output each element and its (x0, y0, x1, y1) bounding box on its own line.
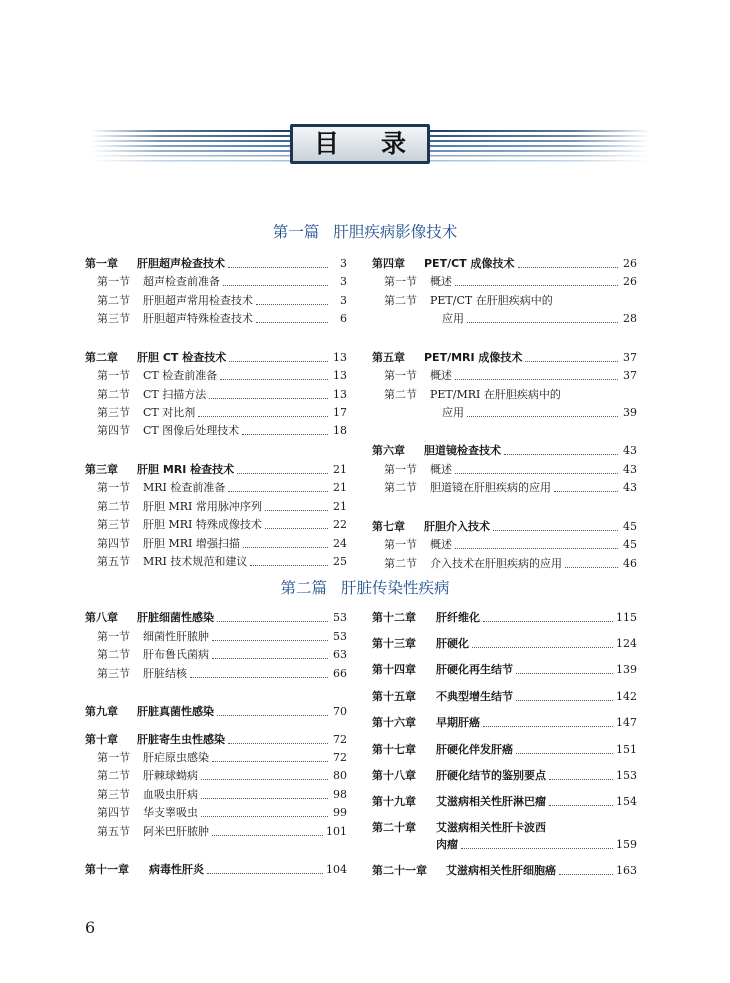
toc-entry-number: 第二十章 (372, 821, 416, 834)
toc-leader-dots (493, 520, 618, 531)
toc-section-entry (372, 384, 637, 402)
toc-entry-number: 第一节 (384, 463, 417, 476)
toc-section-entry (85, 496, 347, 514)
toc-leader-dots (525, 351, 618, 362)
toc-entry-title: 肝胆 MRI 增强扫描 (143, 537, 240, 550)
toc-page-number: 39 (623, 406, 637, 419)
toc-page-number: 101 (326, 825, 347, 838)
toc-entry-title: PET/MRI 在肝胆疾病中的 (430, 388, 561, 401)
toc-leader-dots (217, 611, 328, 622)
toc-leader-dots (455, 275, 618, 286)
toc-page-number: 22 (333, 518, 347, 531)
toc-page-number: 17 (333, 406, 347, 419)
toc-entry-title: 病毒性肝炎 (149, 863, 204, 876)
toc-entry-number: 第五节 (97, 555, 130, 568)
toc-entry-title: 肝疟原虫感染 (143, 751, 209, 764)
toc-chapter-entry (372, 765, 637, 783)
toc-leader-dots (220, 369, 328, 380)
title-char-1: 目 (314, 129, 340, 158)
toc-section-entry (85, 626, 347, 644)
toc-section-entry (85, 365, 347, 383)
toc-section-entry (372, 477, 637, 495)
toc-entry-title: 艾滋病相关性肝淋巴瘤 (436, 795, 546, 808)
toc-page-number: 26 (623, 275, 637, 288)
toc-chapter-entry (372, 607, 637, 625)
toc-leader-dots (242, 424, 328, 435)
toc-page-number: 28 (623, 312, 637, 325)
toc-leader-dots (190, 667, 328, 678)
toc-entry-number: 第四章 (372, 257, 405, 270)
toc-entry-number: 第四节 (97, 537, 130, 550)
toc-entry-number: 第八章 (85, 611, 118, 624)
toc-entry-number: 第一节 (384, 275, 417, 288)
toc-entry-number: 第二节 (384, 294, 417, 307)
toc-page-number: 21 (333, 500, 347, 513)
toc-entry-title: CT 扫描方法 (143, 388, 207, 401)
toc-entry-title: 不典型增生结节 (436, 690, 513, 703)
toc-entry-number: 第二节 (97, 388, 130, 401)
toc-entry-title: 肝胆超声特殊检查技术 (143, 312, 253, 325)
toc-chapter-continuation (372, 834, 637, 852)
toc-section-entry (85, 663, 347, 681)
toc-page-number: 21 (333, 481, 347, 494)
toc-chapter-entry (372, 347, 637, 365)
toc-leader-dots (565, 557, 618, 568)
toc-entry-number: 第五节 (97, 825, 130, 838)
toc-entry-number: 第十一章 (85, 863, 129, 876)
toc-entry-title: 肝布鲁氏菌病 (143, 648, 209, 661)
toc-entry-title: 概述 (430, 538, 452, 551)
toc-page-number: 98 (333, 788, 347, 801)
toc-entry-title: 肝棘球蚴病 (143, 769, 198, 782)
toc-page-number: 3 (340, 294, 347, 307)
toc-leader-dots (472, 637, 613, 648)
toc-page-number: 26 (623, 257, 637, 270)
toc-entry-title: 肝脏寄生虫性感染 (137, 733, 225, 746)
toc-entry-title: MRI 技术规范和建议 (143, 555, 248, 568)
toc-entry-title: 肉瘤 (436, 838, 458, 851)
toc-page-number: 45 (623, 520, 637, 533)
toc-leader-dots (228, 257, 328, 268)
toc-page-number: 18 (333, 424, 347, 437)
toc-chapter-entry (85, 459, 347, 477)
toc-leader-dots (516, 743, 613, 754)
toc-entry-number: 第五章 (372, 351, 405, 364)
toc-section-entry (85, 533, 347, 551)
toc-chapter-entry (372, 791, 637, 809)
toc-leader-dots (212, 751, 328, 762)
toc-leader-dots (455, 538, 618, 549)
toc-entry-title: 肝胆 MRI 常用脉冲序列 (143, 500, 262, 513)
toc-entry-number: 第二节 (384, 481, 417, 494)
toc-entry-number: 第十三章 (372, 637, 416, 650)
toc-leader-dots (265, 500, 328, 511)
toc-leader-dots (455, 369, 618, 380)
toc-section-entry (85, 747, 347, 765)
toc-page-number: 43 (623, 481, 637, 494)
toc-leader-dots (201, 769, 328, 780)
toc-leader-dots (516, 690, 613, 701)
toc-leader-dots (209, 388, 328, 399)
toc-leader-dots (212, 825, 323, 836)
toc-leader-dots (516, 663, 613, 674)
toc-leader-dots (250, 555, 328, 566)
toc-chapter-entry (372, 712, 637, 730)
toc-section-entry (85, 644, 347, 662)
toc-entry-title: 肝胆超声检查技术 (137, 257, 225, 270)
toc-page-number: 3 (340, 257, 347, 270)
banner-stripes (0, 0, 730, 200)
toc-entry-number: 第二节 (384, 388, 417, 401)
toc-entry-number: 第十章 (85, 733, 118, 746)
toc-page-number: 104 (326, 863, 347, 876)
toc-leader-dots (201, 806, 328, 817)
toc-leader-dots (256, 294, 328, 305)
toc-leader-dots (554, 481, 618, 492)
toc-chapter-entry (372, 659, 637, 677)
toc-section-entry (85, 802, 347, 820)
toc-page-number: 80 (333, 769, 347, 782)
toc-entry-number: 第四节 (97, 424, 130, 437)
toc-leader-dots (223, 275, 328, 286)
toc-section-entry (372, 459, 637, 477)
toc-chapter-entry (85, 347, 347, 365)
toc-page-number: 25 (333, 555, 347, 568)
toc-page-number: 43 (623, 463, 637, 476)
toc-page-number: 72 (333, 751, 347, 764)
toc-column-part1-right (372, 250, 637, 570)
toc-leader-dots (256, 312, 328, 323)
toc-page-number: 159 (616, 838, 637, 851)
toc-section-entry (85, 290, 347, 308)
toc-entry-title: 肝脏结核 (143, 667, 187, 680)
toc-entry-title: 艾滋病相关性肝细胞癌 (446, 864, 556, 877)
toc-entry-title: 艾滋病相关性肝卡波西 (436, 821, 546, 834)
toc-chapter-entry (372, 860, 637, 878)
toc-entry-number: 第十九章 (372, 795, 416, 808)
toc-section-entry (85, 514, 347, 532)
toc-section-continuation (372, 402, 637, 420)
toc-page-number: 13 (333, 351, 347, 364)
toc-leader-dots (229, 351, 328, 362)
toc-page-number: 63 (333, 648, 347, 661)
toc-entry-title: 应用 (442, 406, 464, 419)
toc-page-number: 46 (623, 557, 637, 570)
toc-chapter-entry (372, 633, 637, 651)
toc-page-number: 99 (333, 806, 347, 819)
toc-entry-title: 概述 (430, 369, 452, 382)
toc-entry-number: 第一节 (384, 538, 417, 551)
toc-entry-title: CT 检查前准备 (143, 369, 218, 382)
toc-page-number: 70 (333, 705, 347, 718)
toc-page-number: 53 (333, 611, 347, 624)
toc-leader-dots (467, 312, 618, 323)
toc-section-entry (85, 765, 347, 783)
toc-leader-dots (212, 648, 328, 659)
toc-entry-number: 第一节 (97, 275, 130, 288)
toc-entry-title: 肝脏细菌性感染 (137, 611, 214, 624)
toc-page-number: 154 (616, 795, 637, 808)
toc-entry-number: 第一节 (97, 751, 130, 764)
part-1-heading (0, 222, 730, 242)
toc-leader-dots (549, 795, 613, 806)
toc-page-number: 13 (333, 388, 347, 401)
toc-leader-dots (228, 733, 328, 744)
toc-leader-dots (556, 295, 618, 305)
toc-chapter-entry (372, 253, 637, 271)
contents-banner (0, 0, 730, 200)
toc-entry-title: 肝胆 CT 检查技术 (137, 351, 227, 364)
toc-entry-title: PET/MRI 成像技术 (424, 351, 523, 364)
toc-chapter-entry (372, 440, 637, 458)
toc-leader-dots (198, 406, 328, 417)
toc-entry-title: 华支睾吸虫 (143, 806, 198, 819)
toc-page-number: 139 (616, 663, 637, 676)
toc-entry-number: 第十八章 (372, 769, 416, 782)
toc-chapter-entry (372, 516, 637, 534)
toc-chapter-entry (85, 607, 347, 625)
toc-chapter-entry (372, 686, 637, 704)
toc-entry-title: 肝硬化 (436, 637, 469, 650)
toc-entry-number: 第四节 (97, 806, 130, 819)
toc-chapter-entry (85, 859, 347, 877)
toc-entry-number: 第三章 (85, 463, 118, 476)
toc-entry-title: 肝胆 MRI 特殊成像技术 (143, 518, 262, 531)
toc-leader-dots (201, 788, 328, 799)
toc-entry-number: 第二节 (97, 500, 130, 513)
part-1-label: 第一篇 (272, 223, 320, 241)
toc-page-number: 53 (333, 630, 347, 643)
toc-entry-title: 肝硬化结节的鉴别要点 (436, 769, 546, 782)
toc-column-part2-left (85, 604, 347, 884)
toc-entry-number: 第十四章 (372, 663, 416, 676)
toc-entry-number: 第十二章 (372, 611, 416, 624)
toc-entry-number: 第一节 (97, 369, 130, 382)
toc-leader-dots (265, 518, 328, 529)
toc-section-entry (372, 290, 637, 308)
part-2-title: 肝脏传染性疾病 (341, 579, 450, 597)
toc-entry-title: 胆道镜检查技术 (424, 444, 501, 457)
toc-entry-number: 第九章 (85, 705, 118, 718)
toc-chapter-entry (372, 817, 637, 835)
toc-entry-number: 第一节 (97, 481, 130, 494)
toc-leader-dots (483, 611, 613, 622)
toc-entry-title: CT 图像后处理技术 (143, 424, 240, 437)
toc-entry-number: 第十七章 (372, 743, 416, 756)
toc-column-part2-right (372, 604, 637, 884)
toc-entry-number: 第二十一章 (372, 864, 427, 877)
part-1-title: 肝胆疾病影像技术 (333, 223, 458, 241)
toc-section-entry (372, 553, 637, 571)
toc-section-entry (372, 534, 637, 552)
toc-page-number: 37 (623, 369, 637, 382)
toc-section-entry (85, 821, 347, 839)
toc-entry-number: 第二节 (384, 557, 417, 570)
toc-entry-number: 第一节 (384, 369, 417, 382)
toc-entry-title: 介入技术在肝胆疾病的应用 (430, 557, 562, 570)
page-number: 6 (85, 918, 96, 937)
toc-page-number: 6 (340, 312, 347, 325)
toc-page-number: 153 (616, 769, 637, 782)
toc-entry-title: 胆道镜在肝胆疾病的应用 (430, 481, 551, 494)
toc-page-number: 124 (616, 637, 637, 650)
toc-entry-number: 第二节 (97, 769, 130, 782)
toc-section-entry (85, 308, 347, 326)
toc-section-entry (85, 402, 347, 420)
toc-page-number: 43 (623, 444, 637, 457)
toc-entry-title: 肝硬化伴发肝癌 (436, 743, 513, 756)
toc-entry-title: PET/CT 成像技术 (424, 257, 515, 270)
toc-entry-title: 阿米巴肝脓肿 (143, 825, 209, 838)
toc-section-entry (372, 365, 637, 383)
toc-section-continuation (372, 308, 637, 326)
toc-entry-number: 第二节 (97, 648, 130, 661)
toc-leader-dots (212, 630, 328, 641)
toc-entry-title: 肝脏真菌性感染 (137, 705, 214, 718)
toc-entry-number: 第七章 (372, 520, 405, 533)
toc-chapter-entry (372, 739, 637, 757)
toc-entry-title: 超声检查前准备 (143, 275, 220, 288)
toc-entry-number: 第三节 (97, 667, 130, 680)
toc-entry-number: 第一章 (85, 257, 118, 270)
toc-entry-number: 第二章 (85, 351, 118, 364)
toc-entry-title: 肝硬化再生结节 (436, 663, 513, 676)
toc-leader-dots (237, 463, 328, 474)
toc-entry-title: CT 对比剂 (143, 406, 196, 419)
toc-section-entry (85, 384, 347, 402)
toc-leader-dots (518, 257, 618, 268)
toc-page-number: 21 (333, 463, 347, 476)
toc-entry-number: 第十六章 (372, 716, 416, 729)
toc-leader-dots (483, 716, 613, 727)
toc-section-entry (85, 271, 347, 289)
toc-entry-number: 第二节 (97, 294, 130, 307)
toc-leader-dots (549, 769, 613, 780)
toc-leader-dots (243, 537, 328, 548)
toc-page-number: 3 (340, 275, 347, 288)
toc-page-number: 72 (333, 733, 347, 746)
toc-page-number: 37 (623, 351, 637, 364)
toc-section-entry (85, 420, 347, 438)
part-2-heading (0, 578, 730, 598)
toc-entry-title: PET/CT 在肝胆疾病中的 (430, 294, 553, 307)
toc-page-number: 66 (333, 667, 347, 680)
toc-leader-dots (217, 705, 328, 716)
toc-leader-dots (455, 463, 618, 474)
toc-leader-dots (228, 481, 328, 492)
toc-section-entry (85, 551, 347, 569)
toc-page-number: 13 (333, 369, 347, 382)
toc-leader-dots (207, 863, 323, 874)
part-2-label: 第二篇 (280, 579, 327, 597)
toc-entry-title: 概述 (430, 463, 452, 476)
toc-page-number: 147 (616, 716, 637, 729)
toc-entry-title: 肝纤维化 (436, 611, 480, 624)
toc-entry-title: 血吸虫肝病 (143, 788, 198, 801)
toc-chapter-entry (85, 701, 347, 719)
toc-entry-title: 早期肝癌 (436, 716, 480, 729)
toc-page-number: 115 (616, 611, 637, 624)
contents-title (292, 126, 428, 162)
toc-leader-dots (461, 838, 613, 849)
toc-entry-title: 肝胆超声常用检查技术 (143, 294, 253, 307)
toc-leader-dots (559, 864, 613, 875)
toc-entry-number: 第三节 (97, 788, 130, 801)
toc-entry-number: 第一节 (97, 630, 130, 643)
toc-page-number: 24 (333, 537, 347, 550)
toc-page-number: 151 (616, 743, 637, 756)
toc-page-number: 142 (616, 690, 637, 703)
toc-entry-title: 肝胆 MRI 检查技术 (137, 463, 235, 476)
toc-leader-dots (564, 389, 618, 399)
toc-section-entry (372, 271, 637, 289)
toc-entry-number: 第三节 (97, 518, 130, 531)
toc-chapter-entry (85, 729, 347, 747)
toc-entry-number: 第十五章 (372, 690, 416, 703)
toc-entry-title: 概述 (430, 275, 452, 288)
toc-entry-title: MRI 检查前准备 (143, 481, 226, 494)
toc-entry-number: 第六章 (372, 444, 405, 457)
toc-chapter-entry (85, 253, 347, 271)
toc-leader-dots (549, 822, 618, 832)
toc-leader-dots (504, 444, 618, 455)
toc-page-number: 45 (623, 538, 637, 551)
toc-entry-title: 细菌性肝脓肿 (143, 630, 209, 643)
toc-leader-dots (467, 406, 618, 417)
toc-column-part1-left (85, 250, 347, 570)
toc-entry-number: 第三节 (97, 312, 130, 325)
toc-entry-title: 肝胆介入技术 (424, 520, 490, 533)
toc-entry-title: 应用 (442, 312, 464, 325)
title-char-2: 录 (380, 129, 406, 158)
toc-section-entry (85, 784, 347, 802)
toc-page-number: 163 (616, 864, 637, 877)
toc-section-entry (85, 477, 347, 495)
toc-entry-number: 第三节 (97, 406, 130, 419)
